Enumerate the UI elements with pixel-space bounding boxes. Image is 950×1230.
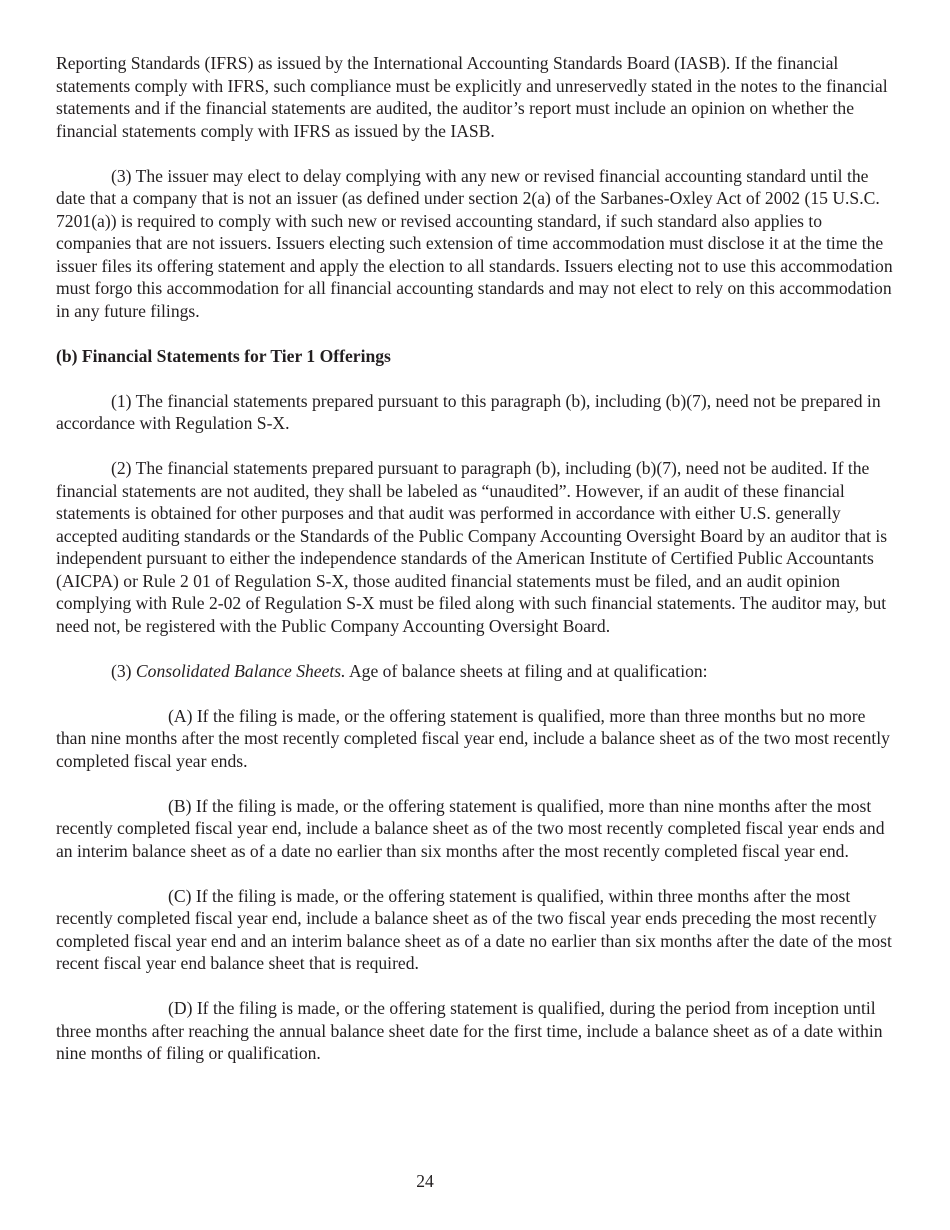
- paragraph-b3-D: (D) If the filing is made, or the offering statement is qualified, during the period from inception until three months after reaching the annual balance sheet date for the first time, include a balance sheet as of a date within nine months of filing or qualification.: [56, 998, 883, 1063]
- paragraph-b3: [56, 660, 896, 683]
- paragraph-b1: (1) The financial statements prepared pursuant to this paragraph (b), including (b)(7), need not be prepared in accordance with Regulation S-X.: [56, 390, 881, 433]
- page-number: 24: [416, 1171, 434, 1191]
- section-heading-b: (b) Financial Statements for Tier 1 Offerings: [56, 345, 391, 366]
- paragraph-b3-C: (C) If the filing is made, or the offering statement is qualified, within three months after the most recently completed fiscal year end, include a balance sheet as of the two fiscal year ends preceding the most recently completed fiscal year end and an interim balance sheet as of a date no earlier than six months after the date of the most recent fiscal year end balance sheet that is required.: [56, 885, 892, 973]
- paragraph-a3-accommodation: (3) The issuer may elect to delay complying with any new or revised financial accounting standard until the date that a company that is not an issuer (as defined under section 2(a) of the Sarbanes-Oxley Act of 2002 (15 U.S.C. 7201(a)) is required to comply with such new or revised accounting standard, if such standard also applies to companies that are not issuers. Issuers electing such extension of time accommodation must disclose it at the time the issuer files its offering statement and apply the election to all standards. Issuers electing not to use this accommodation must forgo this accommodation for all financial accounting standards and may not elect to rely on this accommodation in any future filings.: [56, 165, 893, 321]
- document-body: [56, 52, 896, 1087]
- paragraph-b3-A: (A) If the filing is made, or the offering statement is qualified, more than three months but no more than nine months after the most recently completed fiscal year end, include a balance sheet as of the two most recently completed fiscal year ends.: [56, 705, 890, 771]
- paragraph-b3-title: Consolidated Balance Sheets.: [135, 660, 346, 681]
- paragraph-b3-number: (3): [111, 660, 136, 681]
- paragraph-b2: (2) The financial statements prepared pursuant to paragraph (b), including (b)(7), need not be audited. If the financial statements are not audited, they shall be labeled as “unaudited”. However, if an audit of these financial statements is obtained for other purposes and that audit was performed in accordance with either U.S. generally accepted auditing standards or the Standards of the Public Company Accounting Oversight Board by an auditor that is independent pursuant to either the independence standards of the American Institute of Certified Public Accountants (AICPA) or Rule 2 01 of Regulation S-X, those audited financial statements must be filed, and an audit opinion complying with Rule 2-02 of Regulation S-X must be filed along with such financial statements. The auditor may, but need not, be registered with the Public Company Accounting Oversight Board.: [56, 458, 888, 636]
- paragraph-b3-text: Age of balance sheets at filing and at qualification:: [345, 660, 708, 681]
- paragraph-ifrs: Reporting Standards (IFRS) as issued by the International Accounting Standards Board (IASB). If the financial statements comply with IFRS, such compliance must be explicitly and unreservedly stated in the notes to the financial statements and if the financial statements are audited, the auditor’s report must include an opinion on whether the financial statements comply with IFRS as issued by the IASB.: [56, 53, 888, 141]
- paragraph-b3-B: (B) If the filing is made, or the offering statement is qualified, more than nine months after the most recently completed fiscal year end, include a balance sheet as of the two most recently completed fiscal year ends and an interim balance sheet as of a date no earlier than six months after the most recently completed fiscal year end.: [56, 795, 885, 861]
